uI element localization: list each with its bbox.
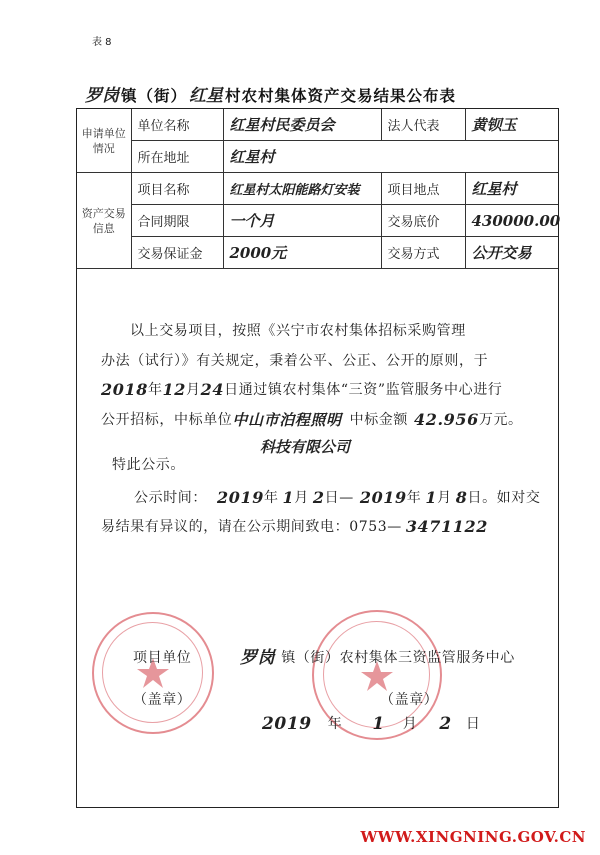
body-line-3 [101, 380, 502, 400]
winner-handwritten-1: 中山市泊程照明 [232, 411, 342, 429]
center-name-line [240, 648, 515, 668]
cell-label: 所在地址 [131, 141, 223, 173]
cell-value: 一个月 [223, 205, 381, 237]
cell-label: 合同期限 [131, 205, 223, 237]
left-stamp-note: （盖章） [133, 692, 192, 708]
cell-label: 项目地点 [381, 173, 465, 205]
sign-month-unit: 月 [402, 716, 418, 732]
unit-year: 年 [263, 490, 279, 506]
pub-start-day: 2 [312, 488, 325, 507]
title-town-handwritten: 罗岗 [85, 86, 119, 106]
unit-month: 月 [437, 490, 452, 506]
table-row [77, 173, 558, 205]
cell-label: 法人代表 [381, 109, 465, 141]
handwritten-year: 2018 [101, 380, 148, 399]
publish-label: 公示时间： [134, 490, 207, 506]
handwritten-month: 12 [162, 380, 187, 399]
pub-end-year: 2019 [359, 488, 407, 507]
unit-day: 日 [467, 490, 483, 506]
cell-value: 2000元 [223, 237, 381, 269]
phone-handwritten: 3471122 [405, 517, 488, 536]
year-unit: 年 [147, 382, 163, 398]
cell-value: 公开交易 [465, 237, 558, 269]
amount-unit: 万元。 [478, 412, 523, 428]
amount-handwritten: 42.956 [414, 410, 479, 429]
info-table [77, 109, 561, 269]
form-number: 表 8 [92, 37, 112, 48]
cell-value: 黄钡玉 [465, 109, 558, 141]
left-seal-emblem [94, 614, 212, 732]
pub-end-day: 8 [455, 488, 468, 507]
title-rest: 村农村集体资产交易结果公布表 [225, 86, 457, 105]
line3-rest: 日通过镇农村集体“三资”监管服务中心进行 [224, 382, 503, 398]
sign-date-month: 1 [372, 714, 385, 734]
cell-value: 红星村 [465, 173, 558, 205]
section-transaction: 资产交易信息 [77, 173, 131, 269]
right-stamp-note: （盖章） [380, 692, 439, 708]
cell-value: 红星村民委员会 [223, 109, 381, 141]
cell-label: 交易底价 [381, 205, 465, 237]
title-village-handwritten: 红星 [189, 86, 224, 106]
pub-end-month: 1 [425, 488, 438, 507]
table-row [77, 141, 558, 173]
sign-town-handwritten: 罗岗 [240, 648, 276, 668]
pub-start-month: 1 [282, 488, 295, 507]
range-dash: — [339, 490, 354, 506]
sign-year-unit: 年 [327, 716, 343, 732]
body-line-7 [101, 517, 488, 537]
cell-value: 430000.00 [465, 205, 558, 237]
unit-year: 年 [406, 490, 422, 506]
left-seal [92, 612, 214, 734]
title-town-suffix: 镇（街） [121, 86, 188, 105]
unit-month: 月 [294, 490, 309, 506]
sign-day-unit: 日 [465, 716, 481, 732]
unit-day: 日 [324, 490, 340, 506]
body-line-1: 以上交易项目，按照《兴宁市农村集体招标采购管理 [130, 323, 466, 339]
table-row [77, 109, 558, 141]
sign-date [262, 714, 480, 734]
cell-value: 红星村太阳能路灯安装 [223, 173, 381, 205]
publish-time-line [134, 488, 540, 508]
body-line-4 [101, 410, 523, 430]
cell-label: 交易方式 [381, 237, 465, 269]
center-name: 镇（街）农村集体三资监管服务中心 [281, 650, 515, 666]
body-line-5: 特此公示。 [112, 457, 185, 473]
cell-label: 项目名称 [131, 173, 223, 205]
site-watermark: WWW.XINGNING.GOV.CN [360, 828, 586, 846]
handwritten-day: 24 [200, 380, 225, 399]
table-row [77, 237, 558, 269]
table-row [77, 205, 558, 237]
cell-value: 红星村 [223, 141, 558, 173]
publish-rest: 。如对交 [482, 490, 541, 506]
winner-handwritten-2: 科技有限公司 [260, 438, 351, 456]
month-unit: 月 [186, 382, 201, 398]
line7: 易结果有异议的，请在公示期间致电：0753— [101, 519, 402, 535]
project-unit-label: 项目单位 [133, 650, 192, 666]
line4-start: 公开招标，中标单位 [101, 412, 233, 428]
page-title [85, 78, 555, 106]
body-line-2: 办法（试行）》有关规定，秉着公平、公正、公开的原则，于 [101, 353, 489, 369]
cell-label: 交易保证金 [131, 237, 223, 269]
pub-start-year: 2019 [217, 488, 264, 507]
cell-label: 单位名称 [131, 109, 223, 141]
section-applicant: 申请单位情况 [77, 109, 131, 173]
amount-label: 中标金额 [349, 412, 409, 428]
sign-date-year: 2019 [262, 714, 312, 734]
sign-date-day: 2 [439, 714, 452, 734]
